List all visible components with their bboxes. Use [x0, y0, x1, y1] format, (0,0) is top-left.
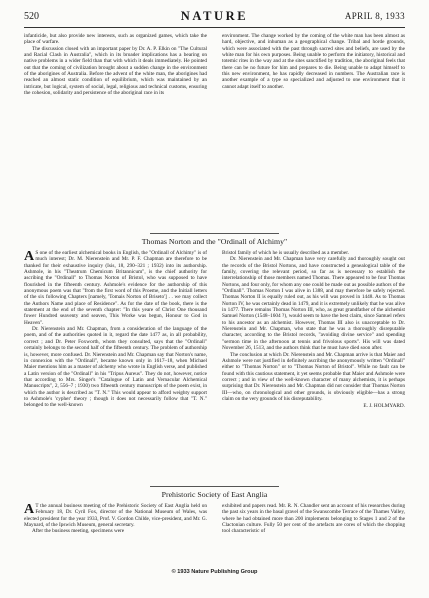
top-left-column — [24, 33, 207, 96]
copyright-footer: © 1933 Nature Publishing Group — [171, 569, 258, 575]
paragraph: environment. The change worked by the coming of the white man has been almost as hard, objective, and inhuman as a geographical change. Tribal and horde grounds, which were associated with the past through sacred sites and beliefs, are used by the white man for his own purposes. Being unable to perform the initiatory, historical and totemic rites in the way and at the sites sanctified by tradition, the aboriginal feels that there can be no future for him and prepares to die. Being unable to adapt himself to this new environment, he has rapidly decreased in numbers. The Australian race is another example of a type so specialized and adjusted to one environment that it cannot adapt itself to another. — [222, 33, 405, 90]
header-rule — [24, 27, 405, 28]
paragraph: After the business meeting, specimens were — [32, 528, 125, 535]
paragraph: The conclusion at which Dr. Nierenstein and Mr. Chapman arrive is that Maier and Ashmole were not justified in definitely ascribing the anonymously written "Ordinall" either to "Thomas Norton" or to "Thomas Norton of Bristol". While no fault can be found with this cautious statement, it yet seems probable that Maier and Ashmole were correct ; and in view of the well-known character of many alchemists, it is perhaps surprising that Dr. Nierenstein and Mr. Chapman did not consider that Thomas Norton III—who, on chronological and other grounds, is obviously eligible—has a strong claim on the very grounds of his disreputability. — [222, 351, 405, 402]
paragraph: infanticide, but also provide new interests, such as organized games, which take the place of warfare. — [24, 33, 207, 46]
norton-right-column — [222, 250, 405, 409]
paragraph — [24, 250, 207, 326]
page-header — [24, 10, 405, 26]
page-number: 520 — [24, 11, 39, 22]
norton-left-column — [24, 250, 207, 409]
paragraph: Bristol family of which he is usually described as a member. — [222, 250, 349, 256]
prehistoric-right-column — [222, 503, 405, 535]
section-divider — [150, 233, 279, 234]
paragraph: Dr. Nierenstein and Mr. Chapman have very carefully and thoroughly sought out the records of the Bristol Nortons, and have constructed a genealogical table of the family, covering the relevant period, so far as is necessary to establish the interrelationship of those members named Thomas. There appeared to be four Thomas Nortons, and four only, for whom any one could be made out as possible authors of the "Ordinall". Thomas Norton I was alive in 1388, and may therefore be safely rejected. Thomas Norton II is equally ruled out, as his will was proved in 1448. As to Thomas Norton IV, he was certainly dead in 1479, and it is extremely unlikely that he was alive in 1477. There remains Thomas Norton III, who, as great grandfather of the alchemist Samuel Norton (1548–1604 ?), would seem to have the best claim, since Samuel refers to his ancestor as an alchemist. However, Thomas III also is unacceptable to Dr. Nierenstein and Mr. Chapman, who state that he was a thoroughly disreputable character, according to the Bristol records, "avoiding divine service" and spending "sermon time in the afternoon at tennis and frivolous sports". His will was dated November 26, 1513, and the authors think that he must have died soon after. — [222, 256, 405, 352]
paragraph: Dr. Nierenstein and Mr. Chapman, from a consideration of the language of the poem, and of the authorities quoted in it, regard the date 1477 as, in all probability, correct ; and Dr. Peter Foxworth, whom they consulted, says that the "Ordinall" certainly belongs to the second half of the fifteenth century. The problem of authorship is, however, more confused. Dr. Nierenstein and Mr. Chapman say that Norton's name, in connexion with the "Ordinall", became known only in 1617–18, when Michael Maier mentions him as a master of alchemy who wrote in English verse, and published a Latin version of the "Ordinall" in his "Tripus Aureus". They do not, however, notice that according to Mrs. Singer's "Catalogue of Latin and Vernacular Alchemical Manuscripts", 2, 556–7 ; 1930) two fifteenth century manuscripts of the poem exist, in which the author is described as "T. N." This would appear to afford weighty support to Ashmole's 'cypher' theory ; though it does not necessarily follow that "T. N." belonged to the well-known — [24, 326, 207, 409]
paragraph — [24, 503, 207, 528]
paragraph-text: S one of the earliest alchemical books in English, the "Ordinall of Alchimy" is of much interest; Dr. M. Nierenstein and Mr. P. F. Chapman are therefore to be thanked for their exhaustive inquiry (Isis, 18, 290–321 ; 1932) into its authorship. Ashmole, in his "Theatrum Chemicum Britannicum", is the chief authority for ascribing the "Ordinall" to Thomas Norton of Bristol, who was supposed to have flourished in the fifteenth century. Ashmole's evidence for the authorship of this anonymous poem was that "from the first word of this Proeme, and the Initiall letters of the six following Chapters [namely, 'Tomais Norton of Briseto'] . . we may collect the Authors Name and place of Residence". As for the date of the book, there is the statement at the end of the seventh chapter: "In this yeare of Christ One thousand fower Hundred seaventy and seaven, This Worke was begun, Honour to God in Heaven". — [24, 250, 207, 326]
drop-cap: A — [24, 501, 35, 517]
drop-cap: A — [24, 248, 35, 264]
issue-date: APRIL 8, 1933 — [344, 11, 405, 21]
paragraph-text: T the annual business meeting of the Prehistoric Society of East Anglia held on February 18, Dr. Cyril Fox, director of the National Museum of Wales, was elected president for the year 1933, Prof. V. Gordon Childe, vice-president, and Mr. G. Maynard, of the Ipswich Museum, general secretary. — [24, 503, 207, 529]
article-heading-prehistoric: Prehistoric Society of East Anglia — [161, 490, 268, 499]
section-divider — [150, 486, 279, 487]
prehistoric-left-column — [24, 503, 207, 535]
journal-title: NATURE — [180, 9, 249, 23]
author-signature: E. J. HOLMYARD. — [363, 402, 405, 409]
paragraph: The discussion closed with an important paper by Dr. A. P. Elkin on "The Cultural and Racial Clash in Australia", which in its broader implications has a bearing on native problems in a wider field than that with which it deals immediately. He pointed out that the coming of civilization brought about a sudden change in the environment of the aborigines of Australia. Before the advent of the white man, the aborigines had reached an almost static condition of equilibrium, which was maintained by an intricate, but logical, system of social, legal, religious and technical customs, ensuring the cohesion, solidarity and persistence of the aboriginal race in its — [24, 45, 207, 97]
paragraph: exhibited and papers read. Mr. R. N. Chandler sent an account of his researches during the past six years in the basal gravel of the Swanscombe Terrace of the Thames Valley, where he had obtained more than 200 implements belonging to Stages 1 and 2 of the Clactonian culture. Fully 50 per cent of the artefacts are cores of which the chopping tool characteristic of — [222, 503, 405, 535]
article-heading-norton: Thomas Norton and the "Ordinall of Alchimy" — [141, 237, 288, 246]
top-right-column — [222, 33, 405, 90]
